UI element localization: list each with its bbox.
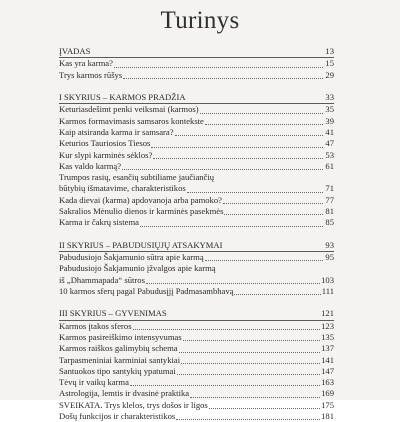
toc-entry: Sakralios Mėnulio dienos ir karminės pasekmės 81 (59, 206, 334, 217)
toc-entry: Kada dievai (karma) apdovanoja arba pamoko? 77 (59, 194, 334, 205)
heading-page: 13 (325, 46, 334, 56)
toc-entry: iš „Dhammapada“ sūtros 103 (59, 274, 334, 285)
heading-label: ĮVADAS (59, 46, 91, 56)
toc-section-intro (59, 45, 334, 81)
toc-entry: Karma ir čakrų sistema 85 (59, 217, 334, 228)
toc-entry: Karmos formavimasis samsaros kontekste 39 (59, 115, 334, 126)
toc-entry: Keturios Tauriosios Tiesos 47 (59, 138, 334, 149)
toc-entry: Trys karmos rūšys 29 (59, 69, 334, 80)
toc-entry: Tarpasmeniniai karminiai santykiai 141 (59, 354, 334, 365)
toc-entry: Kaip atsiranda karma ir samsara? 41 (59, 126, 334, 137)
toc-entry: Kas yra karma? 15 (59, 58, 334, 69)
toc-entry: Trumpos rasių, esančių subtiliame jaučiančių (59, 172, 215, 183)
toc-entry: Došų funkcijos ir charakteristikos 181 (59, 410, 334, 421)
toc-entry: Pabudusiojo Šakjamunio sūtra apie karmą 95 (59, 252, 334, 263)
heading-page: 33 (325, 91, 334, 102)
toc-section-chapter-2 (59, 239, 334, 298)
toc-entry: Tėvų ir vaikų karma 163 (59, 377, 334, 388)
page-title: Turinys (160, 7, 240, 34)
toc-section-chapter-1 (59, 91, 334, 229)
toc-entry: Kas valdo karmą? 61 (59, 160, 334, 171)
toc-entry: SVEIKATA. Trys klelos, trys došos ir ligos 175 (59, 399, 334, 410)
heading-label: III SKYRIUS – GYVENIMAS (59, 308, 167, 319)
toc-entry: Kur slypi karminės sėklos? 53 (59, 149, 334, 160)
toc-entry: Pabudusiojo Šakjamunio įžvalgos apie karmą (59, 263, 216, 274)
section-heading (59, 307, 334, 320)
section-heading (59, 91, 334, 104)
toc-entry: Astrologija, lemtis ir dvasinė praktika 169 (59, 388, 334, 399)
table-of-contents (59, 45, 334, 422)
toc-entry: 10 karmos sferų pagal Pabudusįjį Padmasambhavą 111 (59, 285, 334, 296)
toc-entry: būtybių išmatavime, charakteristikos 71 (59, 183, 334, 194)
section-heading (59, 45, 334, 58)
toc-entry: Keturiasdešimt penki veiksmai (karmos) 35 (59, 104, 334, 115)
toc-entry: Karmos raiškos galimybių schema 137 (59, 343, 334, 354)
toc-entry: Karmos įtakos sferos 123 (59, 320, 334, 331)
toc-entry: Santuokos tipo santykių ypatumai 147 (59, 365, 334, 376)
toc-entry: Karmos pasireiškimo intensyvumas 135 (59, 331, 334, 342)
section-heading (59, 239, 334, 252)
heading-label: I SKYRIUS – KARMOS PRADŽIA (59, 91, 186, 102)
heading-page: 121 (321, 308, 334, 319)
heading-page: 93 (325, 239, 334, 250)
toc-section-chapter-3 (59, 307, 334, 422)
heading-label: II SKYRIUS – PABUDUSIŲJŲ ATSAKYMAI (59, 239, 223, 250)
